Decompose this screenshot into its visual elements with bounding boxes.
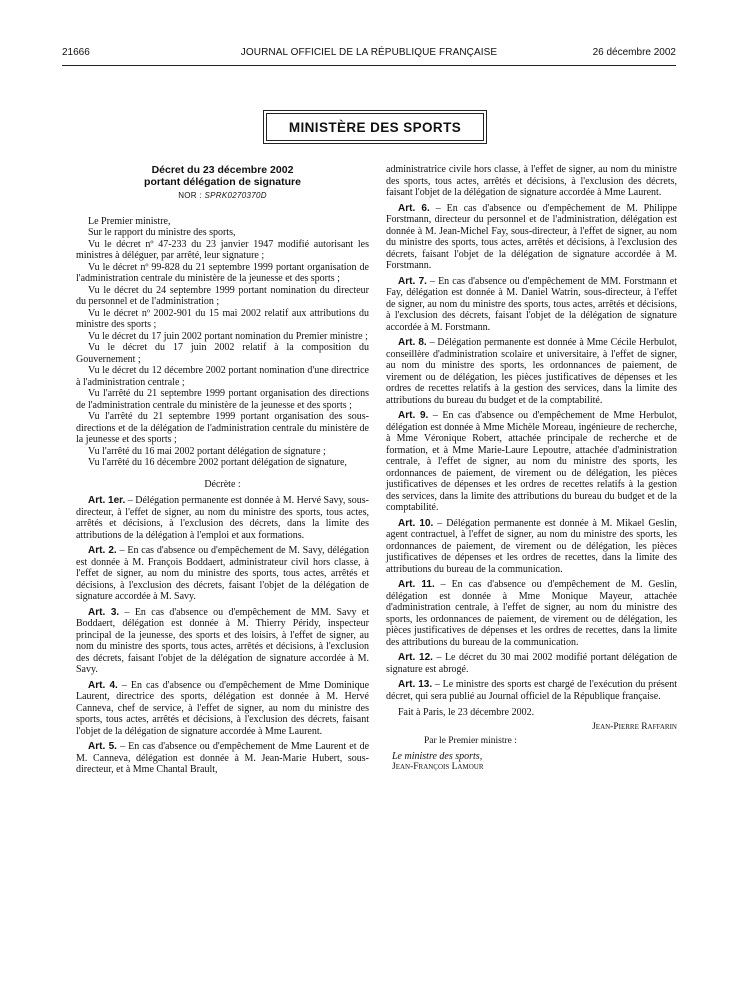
- article-text: – Délégation permanente est donnée à Mme Cécile Herbulot, conseillère d'administration scolaire et universitaire, à l'effet de signer, au nom du ministre des sports, les ordonnances de paiement, de virement ou de délégation, les pièces justificatives de dépenses et les ordres de recettes relatifs à la gestion des services, dans la limite des attributions du bureau du budget et de la comptabilité.: [386, 337, 678, 406]
- ministry-title: MINISTÈRE DES SPORTS: [288, 119, 462, 135]
- article-label: Art. 8.: [398, 337, 427, 348]
- article-label: Art. 5.: [88, 741, 117, 752]
- header-rule: [62, 65, 676, 66]
- page-header: [62, 47, 676, 61]
- article-text: – Délégation permanente est donnée à M. Hervé Savy, sous-directeur, à l'effet de signer, au nom du ministre des sports, tous actes, arrêtés et décisions, à l'exclusion des décrets, dans la limite des attributions de la délégation à l'emploi et aux formations.: [76, 495, 369, 541]
- article-label: Art. 2.: [88, 545, 117, 556]
- minister-title: Le ministre des sports,: [392, 750, 483, 762]
- article-label: Art. 4.: [88, 679, 118, 691]
- preamble-line: Vu le décret nº 99-828 du 21 septembre 1999 portant organisation de l'administration centrale du ministère de la jeunesse et des sports ;: [76, 261, 369, 284]
- page-number: 21666: [62, 47, 90, 58]
- article-text: – En cas d'absence ou d'empêchement de M. Geslin, délégation est donnée à Mme Monique Mayeur, attachée d'administration centrale, à l'effet de signer, au nom du ministre des sports, les ordonnances de paiement, de virement ou de délégation, les pièces justificatives de dépenses et les ordres de recettes, dans la limite des attributions du bureau de la communication.: [386, 579, 678, 648]
- preamble-line: Vu le décret du 17 juin 2002 relatif à la composition du Gouvernement ;: [76, 342, 369, 365]
- article-label: Art. 1er.: [88, 495, 126, 506]
- fait-a-paris: Fait à Paris, le 23 décembre 2002.: [398, 707, 535, 718]
- article-8: [386, 337, 677, 406]
- preamble-line: Le Premier ministre,: [88, 215, 171, 227]
- right-column: [386, 164, 677, 774]
- article-text: – En cas d'absence ou d'empêchement de Mme Dominique Laurent, directrice des sports, délégation est donnée à M. Hervé Canneva, chef de service, à l'effet de signer, au nom du ministre des sports, tous actes, arrêtés et décisions, à l'exclusion des décrets, faisant l'objet de la délégation de signature accordée à Mme Laurent.: [76, 679, 370, 737]
- article-label: Art. 3.: [88, 606, 120, 618]
- decree-title: [76, 164, 369, 188]
- article-label: Art. 12.: [398, 652, 433, 663]
- article-11: [386, 579, 677, 648]
- article-6: [386, 203, 677, 272]
- article-text: – Le décret du 30 mai 2002 modifié portant délégation de signature est abrogé.: [386, 652, 678, 675]
- article-1: [76, 495, 369, 541]
- left-column: [76, 164, 369, 776]
- article-13: [386, 679, 677, 702]
- preamble-line: Vu le décret nº 2002-901 du 15 mai 2002 relatif aux attributions du ministre des sports ;: [76, 307, 369, 330]
- issue-date: 26 décembre 2002: [592, 47, 676, 58]
- article-12: [386, 652, 677, 675]
- par-premier-ministre: Par le Premier ministre :: [424, 736, 517, 746]
- article-9: [386, 410, 677, 514]
- article-text: – En cas d'absence ou d'empêchement de MM. Forstmann et Fay, délégation est donnée à M. Daniel Watrin, sous-directeur, à l'effet de signer, au nom du ministre des sports, tous actes, arrêtés et décisions, à l'exclusion des décrets, faisant l'objet de la délégation de signature accordée à M. Forstmann.: [386, 275, 678, 333]
- nor-label: NOR :: [178, 191, 202, 200]
- article-text: – En cas d'absence ou d'empêchement de Mme Laurent et de M. Canneva, délégation est donnée à M. Jean-Marie Hubert, sous-directeur, et à Mme Chantal Brault,: [76, 741, 370, 775]
- article-text: – Le ministre des sports est chargé de l'exécution du présent décret, qui sera publié au Journal officiel de la République française.: [386, 679, 678, 702]
- article-text: – En cas d'absence ou d'empêchement de M. Savy, délégation est donnée à M. François Boddaert, administrateur civil hors classe, à l'effet de signer, au nom du ministre des sports, tous actes, arrêtés et décisions, à l'exclusion des décrets, faisant l'objet de la délégation de signature accordée à M. Savy.: [76, 545, 370, 602]
- nor-code: SPRK0270370D: [204, 191, 267, 200]
- decree-title-line2: portant délégation de signature: [144, 176, 301, 188]
- article-label: Art. 13.: [398, 679, 433, 690]
- decree-title-line1: Décret du 23 décembre 2002: [151, 164, 294, 176]
- minister-name: Jean-François Lamour: [392, 762, 484, 772]
- preamble-line: Vu le décret du 24 septembre 1999 portant nomination du directeur du personnel et de l'administration ;: [76, 284, 369, 307]
- article-label: Art. 6.: [398, 202, 430, 214]
- preamble-line: Vu le décret nº 47-233 du 23 janvier 1947 modifié autorisant les ministres à déléguer, par arrêté, leur signature ;: [76, 238, 369, 261]
- article-text: – Délégation permanente est donnée à M. Mikael Geslin, agent contractuel, à l'effet de signer, au nom du ministre des sports, les ordonnances de paiement, de virement ou de délégation, les pièces justificatives de dépenses et les ordres de recettes, dans la limite des attributions du bureau de la communication.: [386, 517, 678, 575]
- article-label: Art. 9.: [398, 410, 429, 421]
- article-label: Art. 11.: [398, 579, 435, 590]
- preamble-line: Vu le décret du 17 juin 2002 portant nomination du Premier ministre ;: [88, 330, 368, 342]
- ministry-box: [266, 113, 484, 141]
- article-3: [76, 607, 369, 676]
- preamble-line: Vu l'arrêté du 16 mai 2002 portant délégation de signature ;: [88, 445, 326, 457]
- preamble-line: Vu l'arrêté du 16 décembre 2002 portant délégation de signature,: [88, 457, 347, 468]
- journal-title: JOURNAL OFFICIEL DE LA RÉPUBLIQUE FRANÇAISE: [240, 47, 498, 58]
- article-10: [386, 518, 677, 576]
- article-text: – En cas d'absence ou d'empêchement de M. Philippe Forstmann, directeur du personnel et de l'administration, délégation est donnée à M. Jean-Michel Fay, sous-directeur, à l'effet de signer, au nom du ministre des sports, tous actes, arrêtés et décisions, à l'exclusion des décrets, faisant l'objet de la délégation de signature accordée à M. Forstmann.: [386, 202, 677, 271]
- preamble-line: Vu le décret du 12 décembre 2002 portant nomination d'une directrice à l'administration centrale ;: [76, 365, 369, 388]
- article-label: Art. 10.: [398, 517, 434, 529]
- article-5: [76, 741, 369, 776]
- decrete-heading: Décrète :: [204, 478, 241, 490]
- preamble-line: Vu l'arrêté du 21 septembre 1999 portant organisation des sous-directions et de la délégation de l'administration centrale du ministère de la jeunesse et des sports ;: [76, 411, 369, 445]
- article-text: – En cas d'absence ou d'empêchement de MM. Savy et Boddaert, délégation est donnée à M. Thierry Péridy, inspecteur principal de la jeunesse, des sports et des loisirs, à l'effet de signer, au nom du ministre des sports, tous actes, arrêtés et décisions, à l'exclusion des décrets, faisant l'objet de la délégation de signature accordée à M. Savy.: [76, 606, 370, 675]
- article-7: [386, 276, 677, 334]
- article-5-continuation: administratrice civile hors classe, à l'effet de signer, au nom du ministre des sports, tous actes, arrêtés et décisions, à l'exclusion des décrets, faisant l'objet de la délégation de signature accordée à Mme Laurent.: [386, 164, 677, 198]
- preamble-line: Sur le rapport du ministre des sports,: [88, 227, 236, 238]
- article-text: – En cas d'absence ou d'empêchement de Mme Herbulot, délégation est donnée à Mme Michèle Moreau, ingénieure de recherche, à Mme Véronique Robert, attachée principale de recherche et de formation, et à Mme Marie-Laure Lepoutre, attachée d'administration centrale, à l'effet de signer, au nom du ministre des sports, les ordonnances de paiement, de virement ou de délégation, les pièces justificatives de dépenses et les ordres de recettes relatifs à la gestion des services, dans la limite des attributions du bureau du budget et de la comptabilité.: [386, 410, 678, 513]
- article-label: Art. 7.: [398, 275, 427, 287]
- nor-reference: [76, 190, 369, 202]
- prime-minister-signature: Jean-Pierre Raffarin: [592, 721, 677, 732]
- article-2: [76, 545, 369, 603]
- preamble-line: Vu l'arrêté du 21 septembre 1999 portant organisation des directions de l'administration centrale du ministère de la jeunesse et des sports ;: [76, 388, 369, 411]
- article-4: [76, 680, 369, 738]
